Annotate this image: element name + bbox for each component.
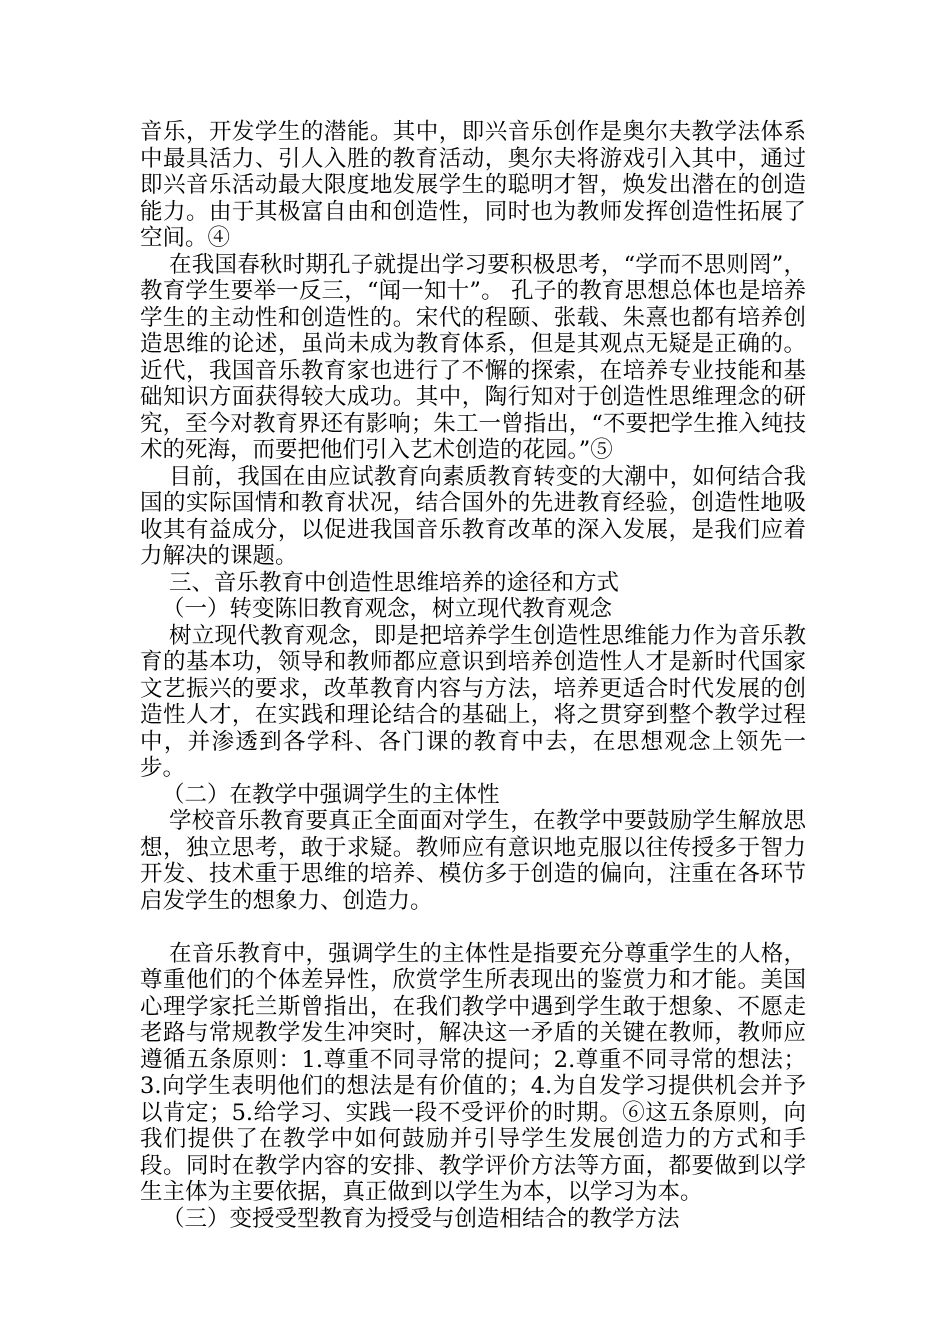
subsection-heading-three: （三）变授受型教育为授受与创造相结合的教学方法 bbox=[162, 1205, 680, 1232]
subsection-heading-two: （二）在教学中强调学生的主体性 bbox=[162, 781, 500, 808]
paragraph-student-subjectivity: 在音乐教育中，强调学生的主体性是指要充分尊重学生的人格，尊重他们的个体差异性，欣赏学生所表现出的鉴赏力和才能。美国心理学家托兰斯曾指出，在我们教学中遇到学生敢于想象、不愿走老路与常规教学发生冲突时，解决这一矛盾的关键在教师，教师应遵循五条原则：1.尊重不同寻常的提问；2.尊重不同寻常的想法；3.向学生表明他们的想法是有价值的；4.为自发学习提供机会并予以肯定；5.给学习、实践一段不受评价的时期。⑥这五条原则，向我们提供了在教学中如何鼓励并引导学生发展创造力的方式和手段。同时在教学内容的安排、教学评价方法等方面，都要做到以学生主体为主要依据，真正做到以学生为本，以学习为本。 bbox=[140, 940, 806, 1205]
paragraph-current-reform: 目前，我国在由应试教育向素质教育转变的大潮中，如何结合我国的实际国情和教育状况，结合国外的先进教育经验，创造性地吸收其有益成分，以促进我国音乐教育改革的深入发展，是我们应着力解决的课题。 bbox=[140, 463, 806, 569]
section-heading-three: 三、音乐教育中创造性思维培养的途径和方式 bbox=[169, 569, 620, 596]
paragraph-modern-concepts: 树立现代教育观念，即是把培养学生创造性思维能力作为音乐教育的基本功，领导和教师都应意识到培养创造性人才是新时代国家文艺振兴的要求，改革教育内容与方法，培养更适合时代发展的创造性人才，在实践和理论结合的基础上，将之贯穿到整个教学过程中，并渗透到各学科、各门课的教育中去，在思想观念上领先一步。 bbox=[140, 622, 806, 781]
paragraph-orff-continuation: 音乐，开发学生的潜能。其中，即兴音乐创作是奥尔夫教学法体系中最具活力、引人入胜的教育活动，奥尔夫将游戏引入其中，通过即兴音乐活动最大限度地发展学生的聪明才智，焕发出潜在的创造能力。由于其极富自由和创造性，同时也为教师发挥创造性拓展了空间。④ bbox=[140, 119, 806, 251]
document-body bbox=[140, 119, 806, 1232]
paragraph-spacer bbox=[140, 914, 806, 941]
paragraph-student-liberation: 学校音乐教育要真正全面面对学生，在教学中要鼓励学生解放思想，独立思考，敢于求疑。教师应有意识地克服以往传授多于智力开发、技术重于思维的培养、模仿多于创造的偏向，注重在各环节启发学生的想象力、创造力。 bbox=[140, 808, 806, 914]
paragraph-confucius: 在我国春秋时期孔子就提出学习要积极思考，“学而不思则罔”，教育学生要举一反三，“闻一知十”。 孔子的教育思想总体也是培养学生的主动性和创造性的。宋代的程颐、张载、朱熹也都有培养创造思维的论述，虽尚未成为教育体系，但是其观点无疑是正确的。近代，我国音乐教育家也进行了不懈的探索，在培养专业技能和基础知识方面获得较大成功。其中，陶行知对于创造性思维理念的研究，至今对教育界还有影响；朱工一曾指出，“不要把学生推入纯技术的死海，而要把他们引入艺术创造的花园。”⑤ bbox=[140, 251, 806, 463]
subsection-heading-one: （一）转变陈旧教育观念，树立现代教育观念 bbox=[162, 596, 613, 622]
